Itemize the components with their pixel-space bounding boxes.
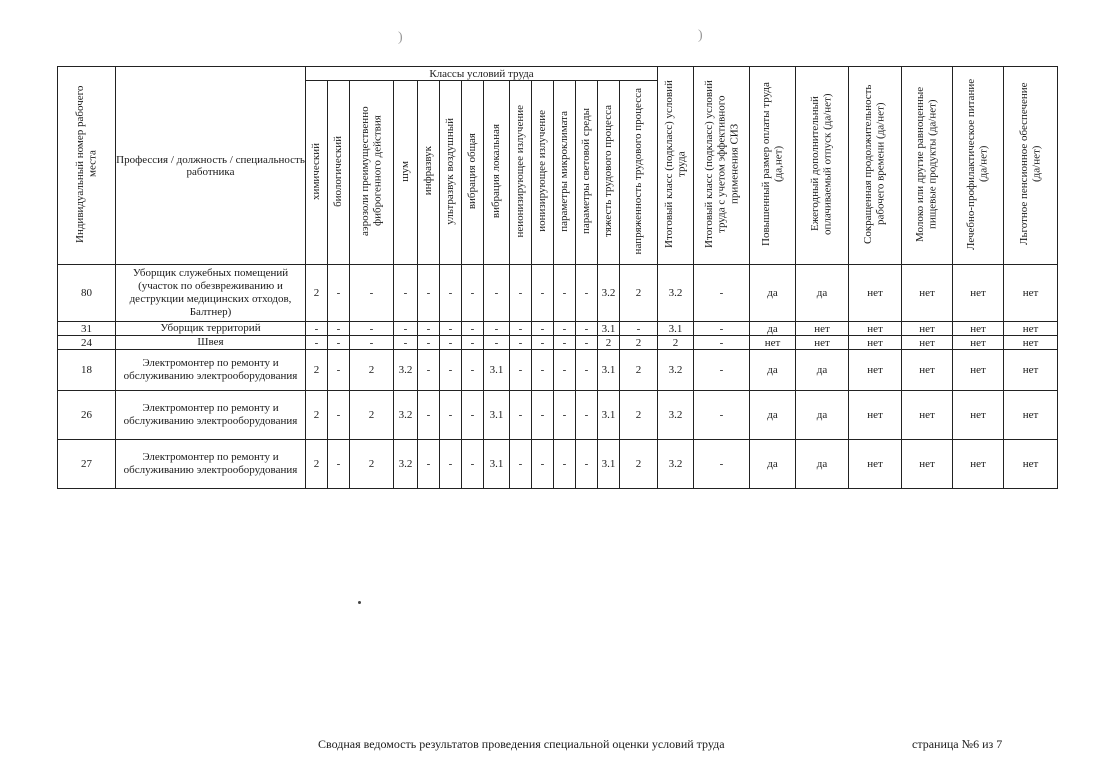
factor-class-cell: - — [440, 440, 462, 489]
factor-class-cell: - — [554, 391, 576, 440]
table-row — [58, 336, 1058, 350]
pension-cell: нет — [1004, 265, 1058, 322]
factor-class-cell: - — [532, 350, 554, 391]
factor-class-cell: - — [532, 265, 554, 322]
pay-cell: да — [750, 391, 796, 440]
factor-class-cell: - — [484, 336, 510, 350]
total-class-cell: 3.2 — [658, 350, 694, 391]
factor-class-cell: - — [462, 440, 484, 489]
pay-cell: да — [750, 440, 796, 489]
factor-class-cell: - — [576, 350, 598, 391]
factor-class-cell: - — [440, 391, 462, 440]
factor-class-cell: - — [328, 350, 350, 391]
row-id-cell: 31 — [58, 322, 116, 336]
milk-cell: нет — [902, 336, 953, 350]
factor-class-cell: 2 — [620, 391, 658, 440]
factor-class-cell: - — [462, 336, 484, 350]
factor-class-cell: - — [328, 322, 350, 336]
milk-cell: нет — [902, 350, 953, 391]
col-header-factor: ультразвук воздушный — [440, 81, 462, 265]
factor-class-cell: - — [532, 336, 554, 350]
col-header-factor: напряженность трудового процесса — [620, 81, 658, 265]
factor-class-cell: - — [418, 322, 440, 336]
factor-class-cell: 2 — [598, 336, 620, 350]
vacation-cell: нет — [796, 336, 849, 350]
row-id-cell: 18 — [58, 350, 116, 391]
factor-class-cell: - — [350, 265, 394, 322]
col-header-factor: параметры микроклимата — [554, 81, 576, 265]
factor-class-cell: - — [576, 391, 598, 440]
milk-cell: нет — [902, 265, 953, 322]
factor-class-cell: - — [576, 322, 598, 336]
total-class-cell: 3.2 — [658, 391, 694, 440]
factor-class-cell: - — [532, 322, 554, 336]
total-siz-cell: - — [694, 265, 750, 322]
factor-class-cell: - — [462, 391, 484, 440]
total-siz-cell: - — [694, 350, 750, 391]
factor-class-cell: 3.1 — [484, 350, 510, 391]
factor-class-cell: 3.1 — [598, 440, 620, 489]
total-class-cell: 3.1 — [658, 322, 694, 336]
factor-class-cell: 3.1 — [598, 391, 620, 440]
factor-class-cell: - — [440, 336, 462, 350]
factor-class-cell: - — [510, 336, 532, 350]
factor-class-cell: - — [418, 265, 440, 322]
pension-cell: нет — [1004, 440, 1058, 489]
factor-class-cell: - — [532, 391, 554, 440]
total-class-cell: 2 — [658, 336, 694, 350]
factor-class-cell: - — [510, 440, 532, 489]
factor-class-cell: 2 — [306, 440, 328, 489]
factor-class-cell: 2 — [350, 391, 394, 440]
nutrition-cell: нет — [953, 322, 1004, 336]
factor-class-cell: - — [394, 322, 418, 336]
factor-class-cell: 3.1 — [484, 440, 510, 489]
factor-class-cell: - — [462, 265, 484, 322]
factor-class-cell: - — [462, 322, 484, 336]
factor-class-cell: - — [306, 336, 328, 350]
scan-mark: ) — [398, 30, 403, 45]
col-header-factor: вибрация общая — [462, 81, 484, 265]
pension-cell: нет — [1004, 336, 1058, 350]
table-row — [58, 440, 1058, 489]
vacation-cell: да — [796, 350, 849, 391]
factor-class-cell: - — [328, 440, 350, 489]
factor-class-cell: - — [418, 350, 440, 391]
factor-class-cell: - — [350, 322, 394, 336]
factor-class-cell: 2 — [620, 350, 658, 391]
factor-class-cell: 3.2 — [394, 350, 418, 391]
factor-class-cell: 2 — [306, 265, 328, 322]
pay-cell: да — [750, 265, 796, 322]
factor-class-cell: 3.1 — [598, 322, 620, 336]
factor-class-cell: 2 — [306, 391, 328, 440]
col-header-factor: неионизирующее излучение — [510, 81, 532, 265]
factor-class-cell: - — [484, 322, 510, 336]
factor-class-cell: - — [510, 350, 532, 391]
vacation-cell: да — [796, 391, 849, 440]
col-header-factor: тяжесть трудового процесса — [598, 81, 620, 265]
col-header-total-siz: Итоговый класс (подкласс) условий труда с учетом эффективного применения СИЗ — [694, 67, 750, 265]
factor-class-cell: 2 — [350, 440, 394, 489]
factor-class-cell: - — [532, 440, 554, 489]
pension-cell: нет — [1004, 350, 1058, 391]
row-profession-cell: Электромонтер по ремонту и обслуживанию электрооборудования — [116, 440, 306, 489]
col-header-profession: Профессия / должность / специальность работника — [116, 67, 306, 265]
col-header-factor: биологический — [328, 81, 350, 265]
col-header-factor: вибрация локальная — [484, 81, 510, 265]
factor-class-cell: - — [462, 350, 484, 391]
factor-class-cell: 3.2 — [394, 391, 418, 440]
factor-class-cell: 3.2 — [394, 440, 418, 489]
col-header-short-time: Сокращенная продолжительность рабочего времени (да/нет) — [849, 67, 902, 265]
pay-cell: да — [750, 322, 796, 336]
milk-cell: нет — [902, 322, 953, 336]
row-profession-cell: Уборщик служебных помещений (участок по обезвреживанию и деструкции медицинских отходов, Балтнер) — [116, 265, 306, 322]
factor-class-cell: - — [418, 440, 440, 489]
scan-dot — [358, 601, 361, 604]
factor-class-cell: - — [394, 336, 418, 350]
factor-class-cell: 2 — [306, 350, 328, 391]
row-id-cell: 80 — [58, 265, 116, 322]
total-siz-cell: - — [694, 322, 750, 336]
short-time-cell: нет — [849, 336, 902, 350]
row-id-cell: 27 — [58, 440, 116, 489]
pay-cell: нет — [750, 336, 796, 350]
table-row — [58, 322, 1058, 336]
vacation-cell: нет — [796, 322, 849, 336]
vacation-cell: да — [796, 440, 849, 489]
col-header-pay: Повышенный размер оплаты труда (да,нет) — [750, 67, 796, 265]
col-header-factor: химический — [306, 81, 328, 265]
col-header-factor: ионизирующее излучение — [532, 81, 554, 265]
factor-class-cell: - — [328, 336, 350, 350]
short-time-cell: нет — [849, 265, 902, 322]
row-id-cell: 24 — [58, 336, 116, 350]
factor-class-cell: - — [554, 322, 576, 336]
factor-class-cell: - — [328, 391, 350, 440]
total-siz-cell: - — [694, 440, 750, 489]
col-header-factor: шум — [394, 81, 418, 265]
pension-cell: нет — [1004, 322, 1058, 336]
factor-class-cell: - — [554, 440, 576, 489]
scan-mark: ) — [698, 28, 703, 43]
total-class-cell: 3.2 — [658, 440, 694, 489]
col-header-factor: параметры световой среды — [576, 81, 598, 265]
nutrition-cell: нет — [953, 336, 1004, 350]
factor-class-cell: - — [576, 336, 598, 350]
table-row — [58, 350, 1058, 391]
col-header-nutrition: Лечебно-профилактическое питание (да/нет) — [953, 67, 1004, 265]
col-header-factor: инфразвук — [418, 81, 440, 265]
factor-class-cell: - — [510, 265, 532, 322]
nutrition-cell: нет — [953, 265, 1004, 322]
pension-cell: нет — [1004, 391, 1058, 440]
factor-class-cell: 3.1 — [484, 391, 510, 440]
row-profession-cell: Электромонтер по ремонту и обслуживанию электрооборудования — [116, 350, 306, 391]
factor-class-cell: - — [554, 336, 576, 350]
factor-class-cell: - — [418, 391, 440, 440]
factor-class-cell: - — [394, 265, 418, 322]
factor-class-cell: - — [440, 265, 462, 322]
col-header-vacation: Ежегодный дополнительный оплачиваемый отпуск (да/нет) — [796, 67, 849, 265]
row-id-cell: 26 — [58, 391, 116, 440]
factor-class-cell: - — [576, 440, 598, 489]
total-siz-cell: - — [694, 336, 750, 350]
total-class-cell: 3.2 — [658, 265, 694, 322]
group-header-classes: Классы условий труда — [306, 67, 658, 81]
factor-class-cell: - — [484, 265, 510, 322]
factor-class-cell: - — [510, 391, 532, 440]
col-header-milk: Молоко или другие равноценные пищевые продукты (да/нет) — [902, 67, 953, 265]
nutrition-cell: нет — [953, 350, 1004, 391]
factor-class-cell: - — [306, 322, 328, 336]
factor-class-cell: 2 — [620, 336, 658, 350]
nutrition-cell: нет — [953, 440, 1004, 489]
factor-class-cell: - — [554, 350, 576, 391]
col-header-factor: аэрозоли преимущественно фиброгенного действия — [350, 81, 394, 265]
factor-class-cell: - — [350, 336, 394, 350]
table-row — [58, 265, 1058, 322]
row-profession-cell: Уборщик территорий — [116, 322, 306, 336]
vacation-cell: да — [796, 265, 849, 322]
factor-class-cell: 3.2 — [598, 265, 620, 322]
page-number: страница №6 из 7 — [912, 737, 1003, 751]
short-time-cell: нет — [849, 391, 902, 440]
factor-class-cell: - — [620, 322, 658, 336]
factor-class-cell: - — [440, 350, 462, 391]
table-body — [58, 265, 1058, 489]
milk-cell: нет — [902, 391, 953, 440]
factor-class-cell: 3.1 — [598, 350, 620, 391]
pay-cell: да — [750, 350, 796, 391]
col-header-pension: Льготное пенсионное обеспечение (да/нет) — [1004, 67, 1058, 265]
short-time-cell: нет — [849, 350, 902, 391]
factor-class-cell: 2 — [620, 265, 658, 322]
col-header-id: Индивидуальный номер рабочего места — [58, 67, 116, 265]
factor-class-cell: 2 — [350, 350, 394, 391]
factor-class-cell: - — [328, 265, 350, 322]
sout-summary-table — [57, 66, 1058, 489]
factor-class-cell: - — [440, 322, 462, 336]
table-row — [58, 391, 1058, 440]
factor-class-cell: 2 — [620, 440, 658, 489]
factor-class-cell: - — [554, 265, 576, 322]
factor-class-cell: - — [510, 322, 532, 336]
short-time-cell: нет — [849, 440, 902, 489]
row-profession-cell: Швея — [116, 336, 306, 350]
short-time-cell: нет — [849, 322, 902, 336]
col-header-total-class: Итоговый класс (подкласс) условий труда — [658, 67, 694, 265]
milk-cell: нет — [902, 440, 953, 489]
document-footer-title: Сводная ведомость результатов проведения специальной оценки условий труда — [318, 737, 725, 751]
factor-class-cell: - — [418, 336, 440, 350]
factor-class-cell: - — [576, 265, 598, 322]
total-siz-cell: - — [694, 391, 750, 440]
row-profession-cell: Электромонтер по ремонту и обслуживанию электрооборудования — [116, 391, 306, 440]
nutrition-cell: нет — [953, 391, 1004, 440]
